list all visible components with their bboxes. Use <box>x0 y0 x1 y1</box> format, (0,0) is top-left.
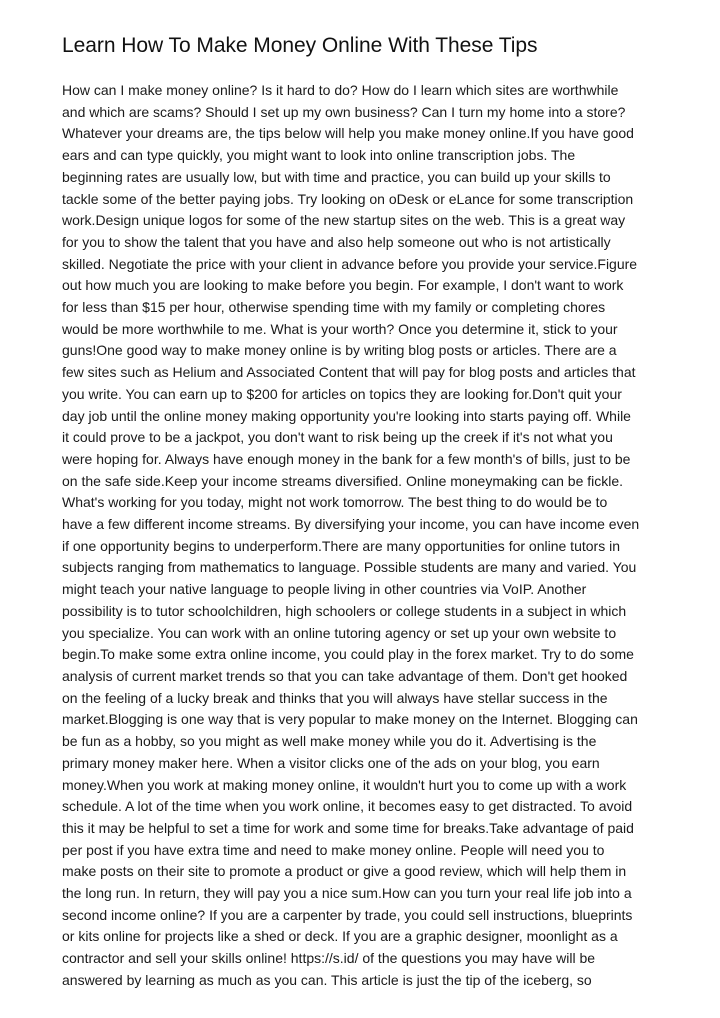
body-text-line: Whatever your dreams are, the tips below will help you make money online.If you have good <box>62 125 634 142</box>
body-text-line: for less than $15 per hour, otherwise spending time with my family or completing chores <box>62 299 606 316</box>
body-text-line: for you to show the talent that you have and also help someone out who is not artistically <box>62 233 611 250</box>
body-text-line: contractor and sell your skills online! https://s.id/ of the questions you may have will be <box>62 950 596 967</box>
body-text-line: on the safe side.Keep your income streams diversified. Online moneymaking can be fickle. <box>62 472 624 489</box>
body-text-line: How can I make money online? Is it hard to do? How do I learn which sites are worthwhile <box>62 82 619 98</box>
body-text-line: out how much you are looking to make before you begin. For example, I don't want to work <box>62 277 624 294</box>
document-body <box>62 80 662 992</box>
body-text-line: you specialize. You can work with an online tutoring agency or set up your own website to <box>62 624 617 641</box>
body-text-line: few sites such as Helium and Associated Content that will pay for blog posts and articles that <box>62 364 636 381</box>
body-text-line: make posts on their site to promote a product or give a good review, which will help them in <box>62 863 627 880</box>
body-text-line: analysis of current market trends so that you can take advantage of them. Don't get hooked <box>62 667 628 684</box>
body-text-line: begin.To make some extra online income, you could play in the forex market. Try to do some <box>62 646 634 663</box>
body-text-line: money.When you work at making money online, it wouldn't hurt you to come up with a work <box>62 776 627 793</box>
body-text-line: might teach your native language to people living in other countries via VoIP. Another <box>62 581 587 598</box>
body-text-line: on the feeling of a lucky break and thinks that you will always have stellar success in the <box>62 689 608 706</box>
body-text-line: and which are scams? Should I set up my own business? Can I turn my home into a store? <box>62 103 626 120</box>
body-text-line: possibility is to tutor schoolchildren, high schoolers or college students in a subject in which <box>62 602 627 619</box>
body-text-line: primary money maker here. When a visitor clicks one of the ads on your blog, you earn <box>62 754 600 771</box>
body-text-line: per post if you have extra time and need to make money online. People will need you to <box>62 841 605 858</box>
body-text-line: it could prove to be a jackpot, you don't want to risk being up the creek if it's not what you <box>62 429 613 446</box>
body-text-line: second income online? If you are a carpenter by trade, you could sell instructions, blueprints <box>62 906 633 923</box>
body-text-line: guns!One good way to make money online is by writing blog posts or articles. There are a <box>62 342 617 359</box>
body-text-line: this it may be helpful to set a time for work and some time for breaks.Take advantage of paid <box>62 819 634 836</box>
body-text-line: beginning rates are usually low, but with time and practice, you can build up your skills to <box>62 168 611 185</box>
body-text-line: day job until the online money making opportunity you're looking into starts paying off. While <box>62 407 631 424</box>
body-text-line: be fun as a hobby, so you might as well make money while you do it. Advertising is the <box>62 733 597 750</box>
body-text-line: you write. You can earn up to $200 for articles on topics they are looking for.Don't quit your <box>62 385 622 402</box>
document-title: Learn How To Make Money Online With These Tips <box>62 34 538 57</box>
body-text-line: have a few different income streams. By diversifying your income, you can have income even <box>62 516 640 533</box>
body-text-line: schedule. A lot of the time when you work online, it becomes easy to get distracted. To avoid <box>62 798 633 815</box>
body-text-line: tackle some of the better paying jobs. Try looking on oDesk or eLance for some transcription <box>62 190 634 207</box>
body-text-line: if one opportunity begins to underperform.There are many opportunities for online tutors in <box>62 537 620 554</box>
body-text-line: or kits online for projects like a shed or deck. If you are a graphic designer, moonlight as a <box>62 928 618 945</box>
body-text-line: subjects ranging from mathematics to language. Possible students are many and varied. You <box>62 559 637 576</box>
body-text-line: skilled. Negotiate the price with your client in advance before you provide your service.Figure <box>62 255 638 272</box>
body-text-line: answered by learning as much as you can. This article is just the tip of the iceberg, so <box>62 971 592 988</box>
body-text-line: market.Blogging is one way that is very popular to make money on the Internet. Blogging can <box>62 711 638 728</box>
body-text-line: ears and can type quickly, you might want to look into online transcription jobs. The <box>62 147 576 164</box>
body-text-line: work.Design unique logos for some of the new startup sites on the web. This is a great way <box>62 212 626 229</box>
body-text-line: were hoping for. Always have enough money in the bank for a few month's of bills, just to be <box>62 450 631 467</box>
body-text-line: What's working for you today, might not work tomorrow. The best thing to do would be to <box>62 494 608 511</box>
body-text-line: the long run. In return, they will pay you a nice sum.How can you turn your real life job into a <box>62 885 632 902</box>
body-text-line: would be more worthwhile to me. What is your worth? Once you determine it, stick to your <box>62 320 618 337</box>
